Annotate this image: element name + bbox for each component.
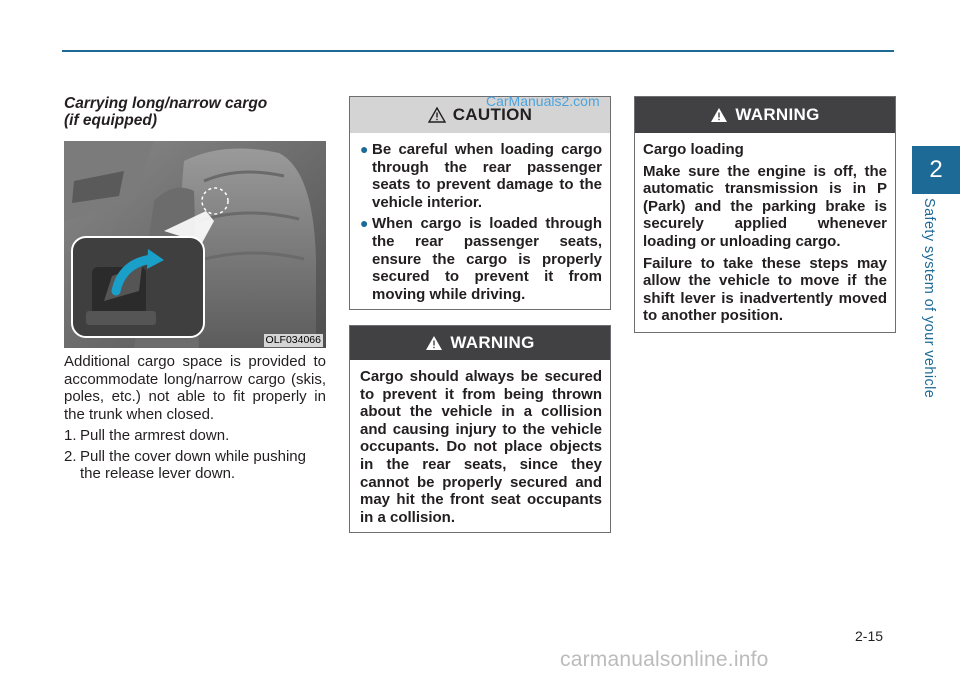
warning-header	[350, 326, 610, 360]
caution-bullet	[360, 141, 602, 211]
caution-bullet	[360, 215, 602, 303]
bullet-dot-icon: ●	[360, 215, 369, 232]
warning-paragraph: Failure to take these steps may allow the vehicle to move if the shift lever is inadvertently moved to another position.	[643, 254, 887, 325]
figure-code: OLF034066	[265, 334, 321, 346]
caution-bullet-text: Be careful when loading cargo through the rear passenger seats to prevent damage to the vehicle interior.	[372, 141, 602, 211]
top-rule	[62, 50, 894, 52]
rear-seat-photo	[64, 141, 326, 348]
footer-watermark: carmanualsonline.info	[560, 648, 769, 671]
rear-seat-illustration	[64, 141, 326, 348]
warning-triangle-filled-icon	[425, 335, 443, 351]
warning-header	[635, 97, 895, 133]
chapter-tab[interactable]	[912, 146, 960, 194]
chapter-number: 2	[929, 156, 943, 183]
caution-bullet-text: When cargo is loaded through the rear passenger seats, ensure the cargo is properly secured to prevent it from moving while driving.	[372, 215, 602, 303]
page-number: 2-15	[855, 628, 884, 644]
step-number: 2.	[64, 447, 77, 465]
section-heading-line1: Carrying long/narrow cargo	[64, 95, 268, 112]
warning-subtitle: Cargo loading	[643, 141, 744, 158]
warning-content	[350, 360, 610, 526]
warning-paragraph: Make sure the engine is off, the automatic transmission is in P (Park) and the parking brake is securely applied whenever loading or unloading cargo.	[643, 162, 887, 250]
caution-box	[349, 96, 611, 310]
warning-text: Cargo should always be secured to prevent it from being thrown about the vehicle in a collision and causing injury to the vehicle occupants. Do not place objects in the rear seats, since they cannot be properly secured and may hit the front seat occupants in a collision.	[360, 368, 602, 526]
intro-paragraph: Additional cargo space is provided to accommodate long/narrow cargo (skis, poles, etc.) not able to fit properly in the trunk when closed.	[64, 353, 326, 423]
warning-title: WARNING	[735, 105, 820, 124]
caution-content	[350, 133, 610, 303]
warning-box-cargo-loading	[634, 96, 896, 333]
warning-title: WARNING	[450, 333, 535, 352]
step-text: Pull the cover down while pushing the release lever down.	[80, 447, 306, 482]
warning-box-cargo-secure	[349, 325, 611, 533]
warning-triangle-outline-icon	[428, 107, 446, 123]
site-watermark: CarManuals2.com	[486, 93, 600, 109]
step-2	[64, 448, 326, 483]
chapter-title: Safety system of your vehicle	[921, 198, 937, 399]
step-text: Pull the armrest down.	[80, 427, 230, 444]
caution-title: CAUTION	[452, 105, 533, 124]
warning-triangle-filled-icon	[710, 107, 728, 123]
step-1	[64, 427, 326, 445]
warning-content	[635, 133, 895, 325]
step-number: 1.	[64, 427, 77, 444]
section-heading-line2: (if equipped)	[64, 112, 157, 129]
section-heading	[64, 95, 324, 129]
bullet-dot-icon: ●	[360, 141, 369, 157]
body-text	[64, 353, 326, 486]
